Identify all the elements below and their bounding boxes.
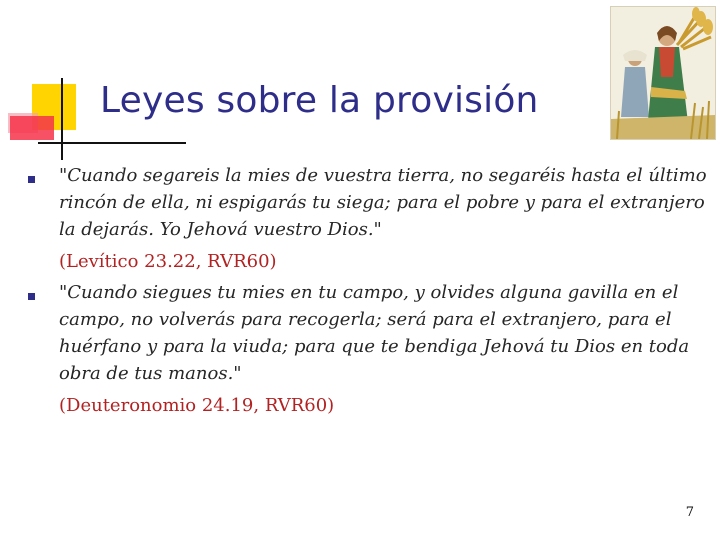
slide-title: Leyes sobre la provisión	[100, 80, 539, 121]
decor-horizontal-line	[38, 142, 186, 144]
list-item	[28, 279, 708, 419]
decor-vertical-line	[61, 78, 63, 160]
page-number: 7	[685, 505, 694, 520]
square-bullet-icon	[28, 293, 35, 300]
gleaning-woman-with-wheat-sheaf-icon	[610, 6, 716, 140]
bullet-list	[28, 162, 708, 423]
decor-red-square	[10, 116, 54, 140]
scripture-reference: (Levítico 23.22, RVR60)	[59, 251, 277, 272]
scripture-quote: "Cuando siegues tu mies en tu campo, y olvides alguna gavilla en el campo, no volverás para recogerla; será para el extranjero, para el huérfano y para la viuda; para que te bendiga Jehová tu Dios en toda obra de tus manos."	[59, 282, 690, 384]
square-bullet-icon	[28, 176, 35, 183]
scripture-quote: "Cuando segareis la mies de vuestra tierra, no segaréis hasta el último rincón de ella, ni espigarás tu siega; para el pobre y para el extranjero la dejarás. Yo Jehová vuestro Dios."	[59, 165, 707, 240]
list-item	[28, 162, 708, 275]
scripture-reference: (Deuteronomio 24.19, RVR60)	[59, 395, 335, 416]
